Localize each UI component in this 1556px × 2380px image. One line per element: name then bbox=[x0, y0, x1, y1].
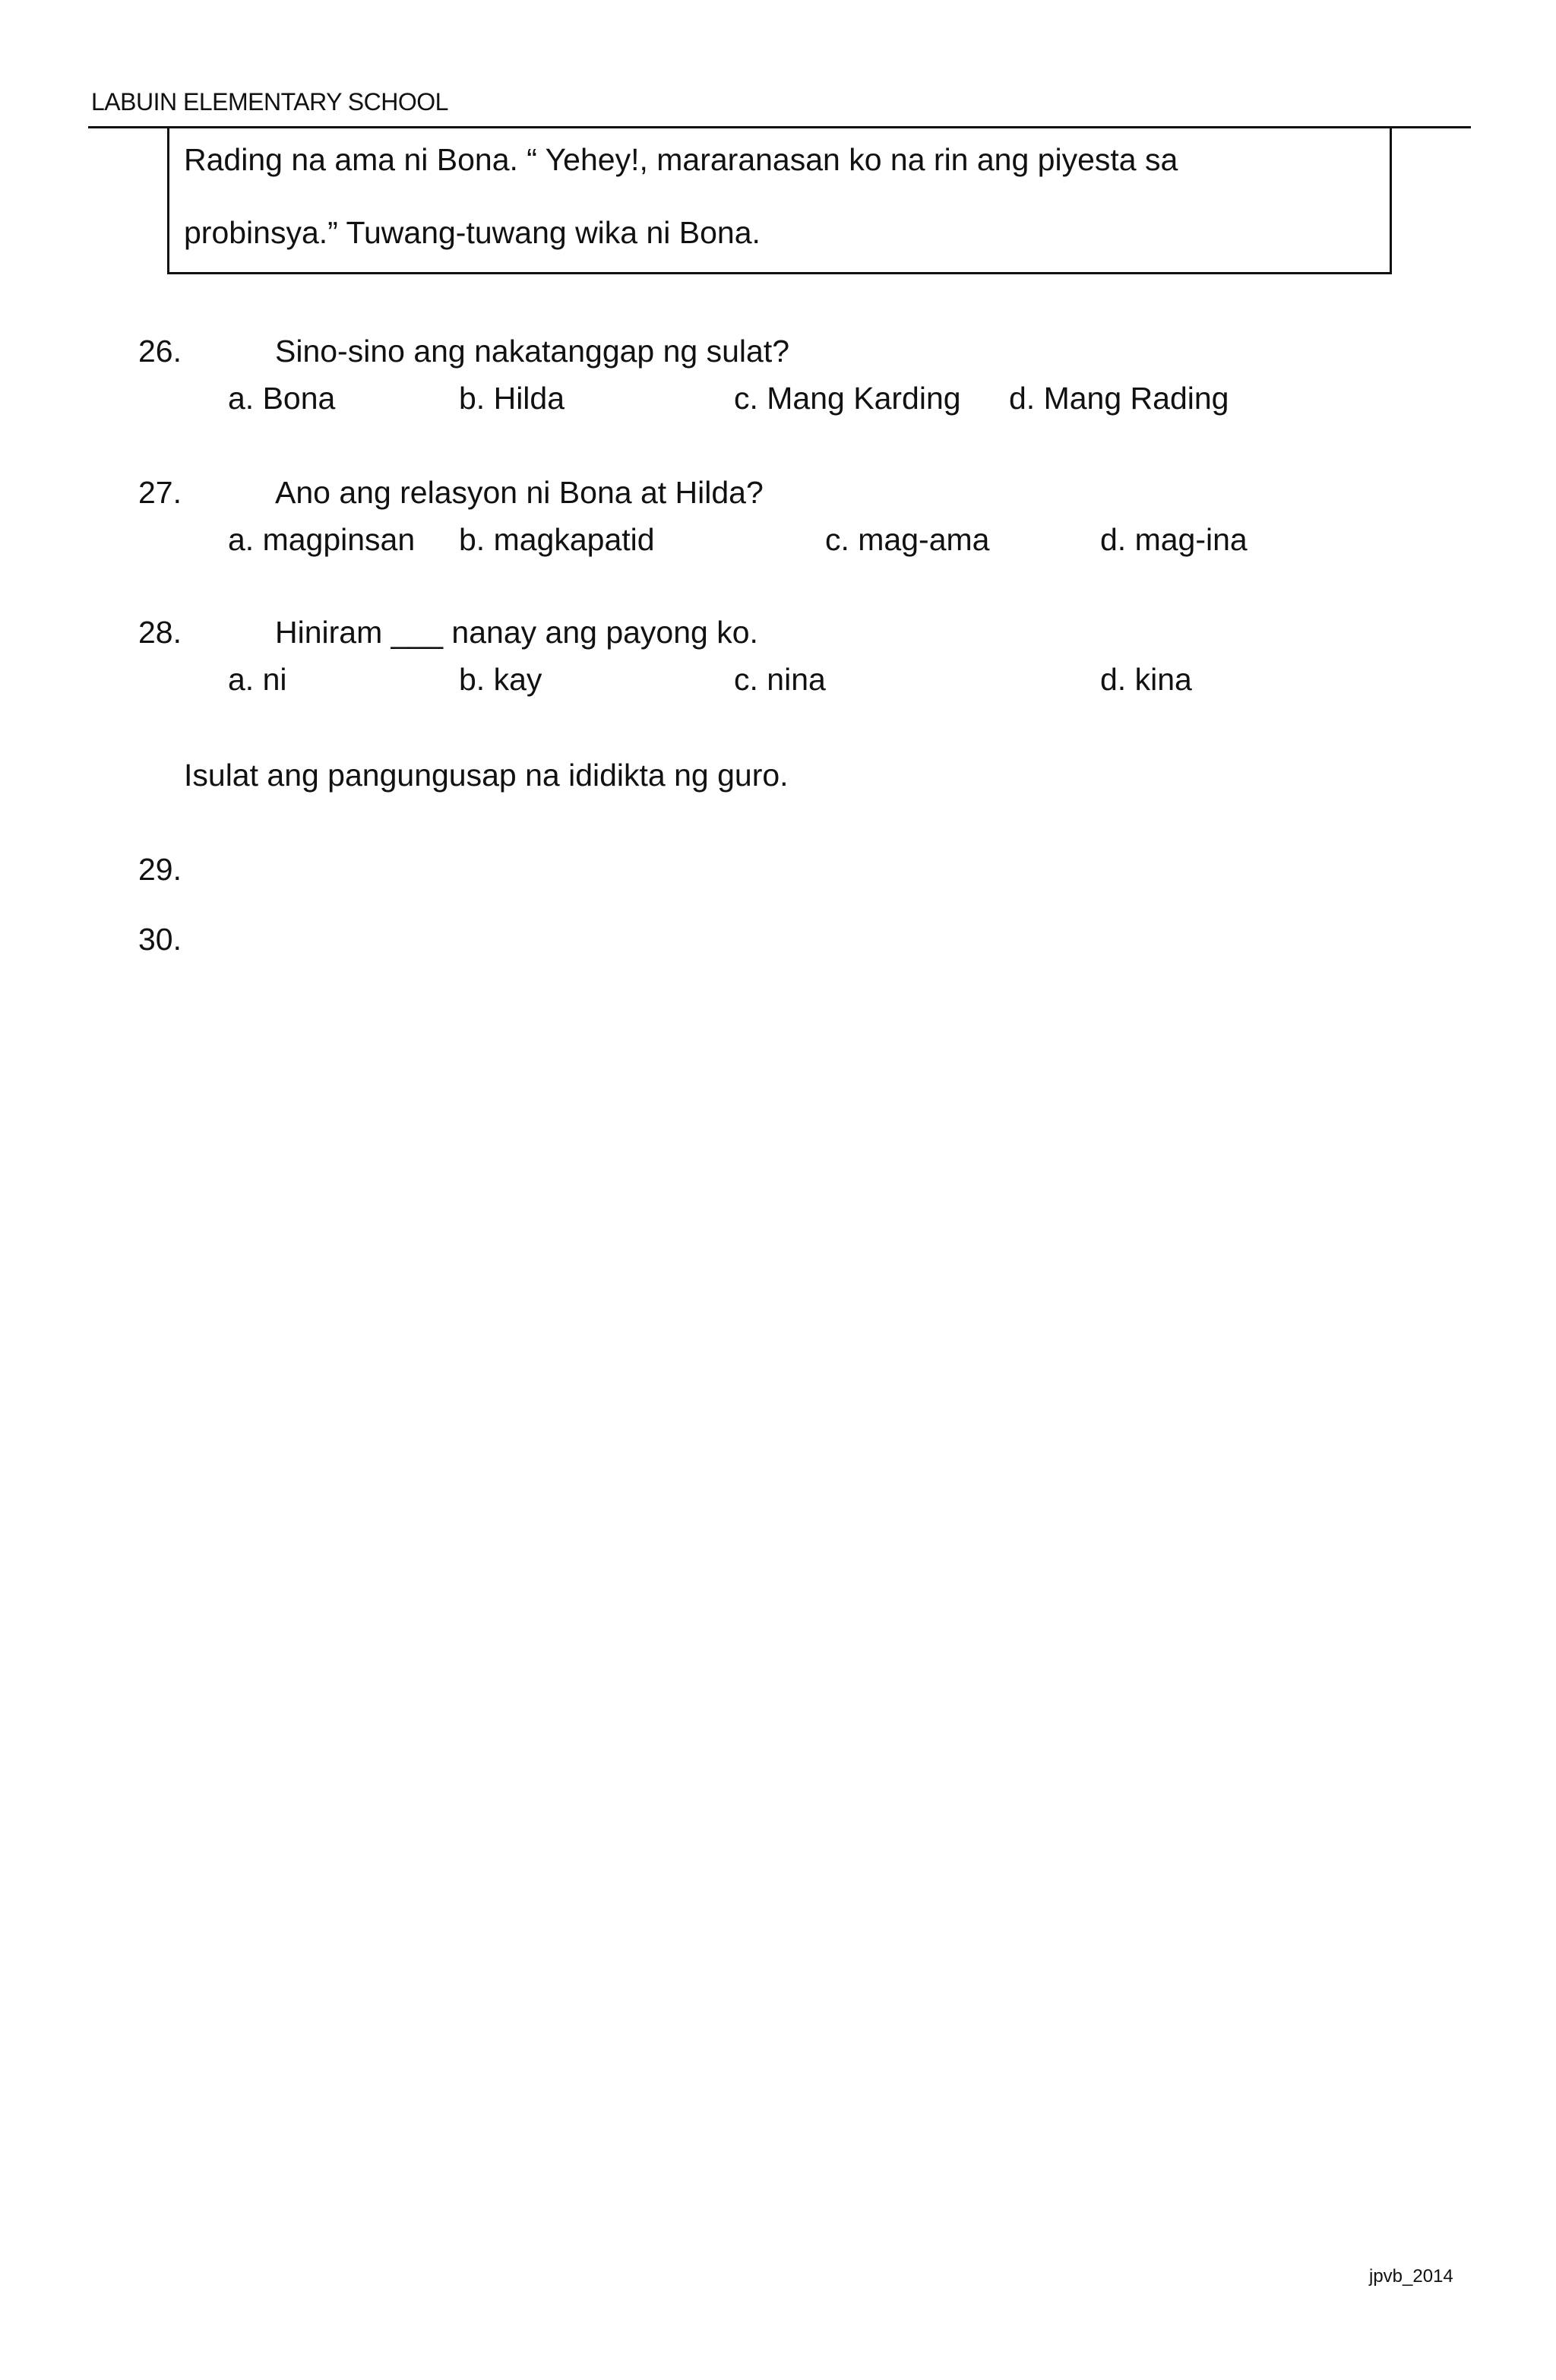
question-text: Ano ang relasyon ni Bona at Hilda? bbox=[275, 475, 764, 510]
choice-a: a. magpinsan bbox=[228, 522, 416, 557]
choice-b: b. kay bbox=[459, 662, 542, 697]
choice-a: a. ni bbox=[228, 662, 287, 697]
school-header: LABUIN ELEMENTARY SCHOOL bbox=[91, 88, 448, 116]
choice-c: c. nina bbox=[734, 662, 826, 697]
choice-b: b. Hilda bbox=[459, 381, 565, 416]
choice-b: b. magkapatid bbox=[459, 522, 655, 557]
question-number: 28. bbox=[138, 615, 182, 650]
choice-c: c. Mang Karding bbox=[734, 381, 961, 416]
question-number: 27. bbox=[138, 475, 182, 510]
question-number: 26. bbox=[138, 334, 182, 369]
dictation-instruction: Isulat ang pangungusap na ididikta ng guro. bbox=[184, 758, 789, 793]
question-text: Hiniram ___ nanay ang payong ko. bbox=[275, 615, 758, 650]
item-number-30: 30. bbox=[138, 922, 182, 957]
choice-d: d. mag-ina bbox=[1100, 522, 1248, 557]
passage-line-2: probinsya.” Tuwang-tuwang wika ni Bona. bbox=[184, 215, 761, 250]
choice-d: d. Mang Rading bbox=[1009, 381, 1229, 416]
choice-c: c. mag-ama bbox=[825, 522, 990, 557]
choice-a: a. Bona bbox=[228, 381, 336, 416]
footer-code: jpvb_2014 bbox=[1369, 2266, 1453, 2287]
item-number-29: 29. bbox=[138, 852, 182, 887]
question-text: Sino-sino ang nakatanggap ng sulat? bbox=[275, 334, 790, 369]
choice-d: d. kina bbox=[1100, 662, 1192, 697]
passage-line-1: Rading na ama ni Bona. “ Yehey!, mararanasan ko na rin ang piyesta sa bbox=[184, 142, 1178, 177]
